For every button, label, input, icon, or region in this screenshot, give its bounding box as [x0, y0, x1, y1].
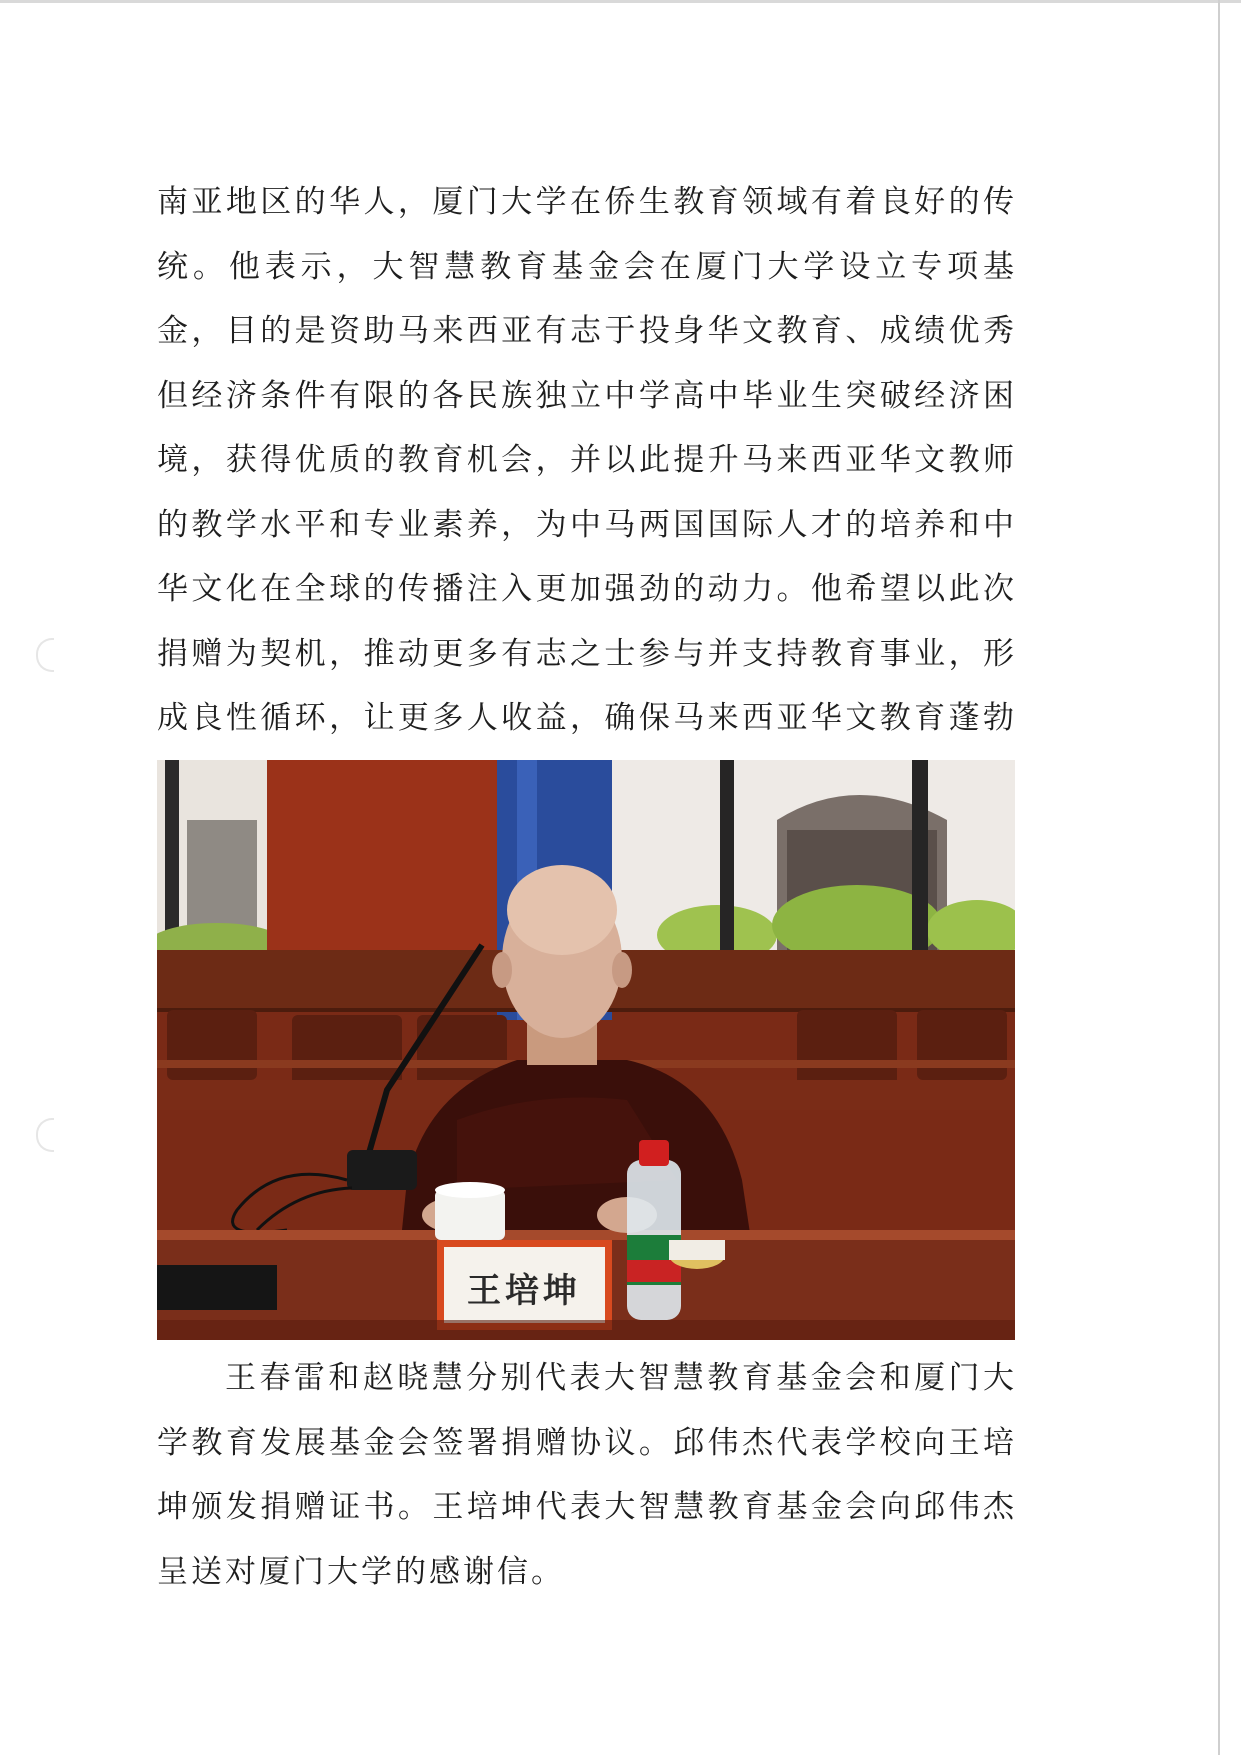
page-edge [0, 0, 1241, 3]
page-edge-right [1218, 0, 1220, 1755]
body-paragraph: 南亚地区的华人，厦门大学在侨生教育领域有着良好的传统。他表示，大智慧教育基金会在厦门大学设立专项基金，目的是资助马来西亚有志于投身华文教育、成绩优秀但经济条件有限的各民族独立中学高中毕业生突破经济困境，获得优质的教育机会，并以此提升马来西亚华文教师的教学水平和专业素养，为中马两国国际人才的培养和中华文化在全球的传播注入更加强劲的动力。他希望以此次捐赠为契机，推动更多有志之士参与并支持教育事业，形成良性循环，让更多人收益，确保马来西亚华文教育蓬勃 [157, 184, 1017, 736]
punch-hole [36, 638, 54, 672]
nameplate: 王培坤 [467, 1271, 581, 1311]
body-paragraph: 王春雷和赵晓慧分别代表大智慧教育基金会和厦门大学教育发展基金会签署捐赠协议。邱伟杰代表学校向王培坤颁发捐赠证书。王培坤代表大智慧教育基金会向邱伟杰呈送对厦门大学的感谢信。 [157, 1360, 1017, 1590]
punch-hole [36, 1118, 54, 1152]
event-photo [157, 760, 1015, 1340]
